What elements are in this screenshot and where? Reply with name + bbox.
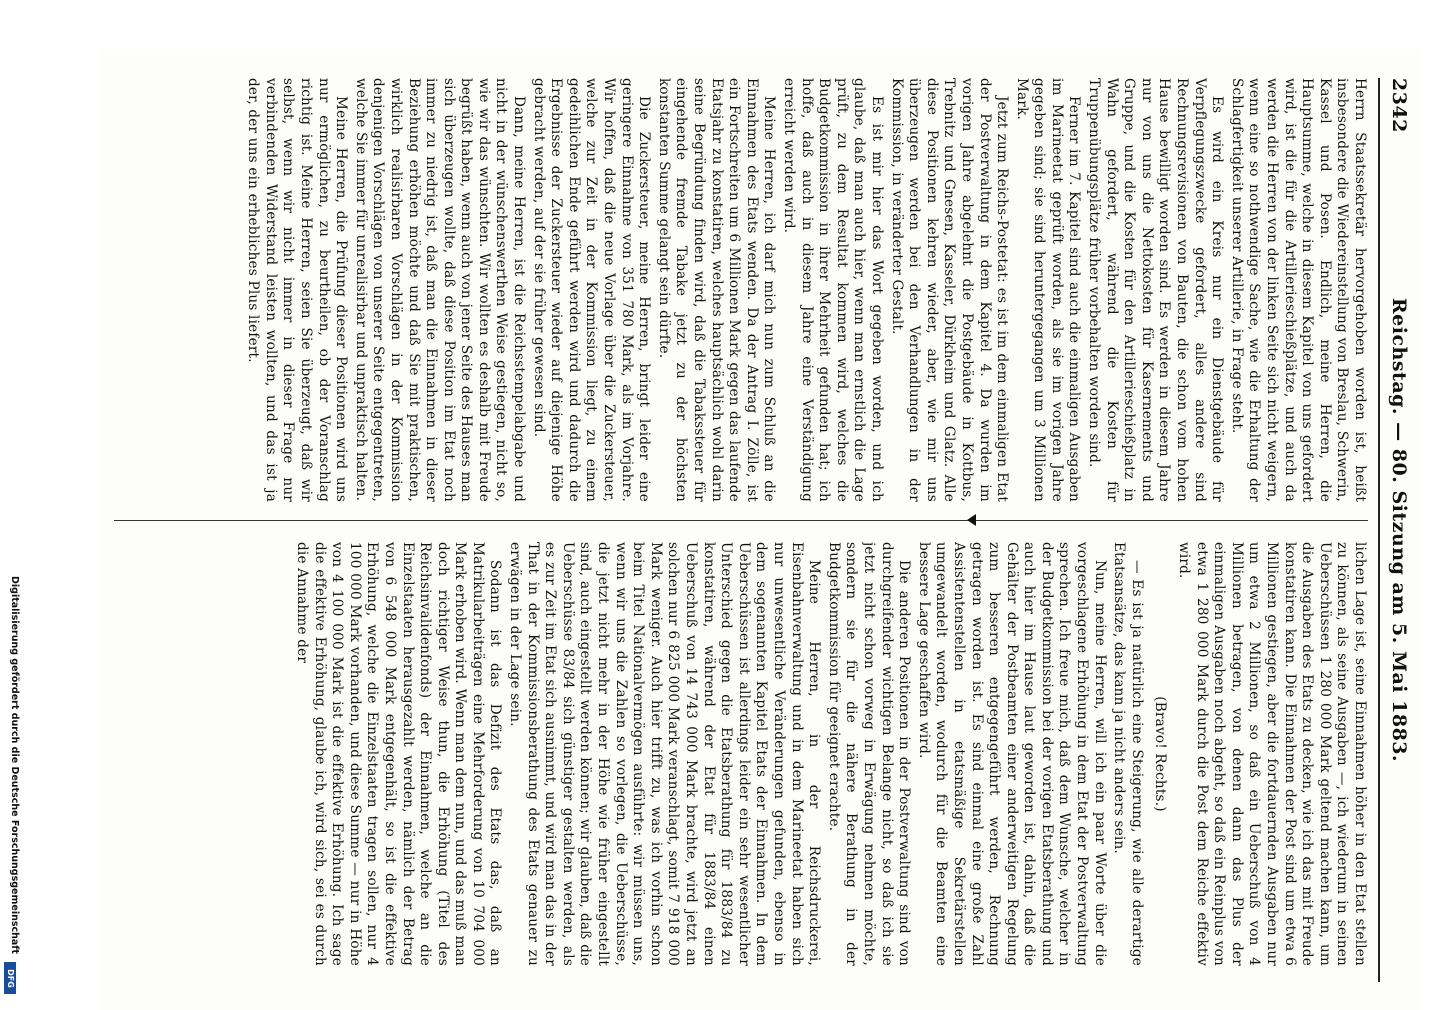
paragraph: Meine Herren, die Prüfung dieser Positionen wird uns nur ermöglichen, zu beurtheilen, ob der Voranschlag richtig ist. Meine Herren, seien Sie überzeugt, daß wir selbst, wenn wir nicht immer in dieser Frage nur verbindenden Widerstand leisten wollten, und das ist ja der, der uns ein erhebliches Plus liefert.: [245, 78, 350, 502]
column-divider: [114, 520, 1368, 521]
digitization-credit: Digitalisierung gefördert durch die Deutsche Forschungsgemeinschaft: [9, 576, 20, 954]
scanned-page: [100, 50, 1420, 1010]
paragraph: Die anderen Positionen in der Postverwaltung sind von durchgreifender wichtigen Belange nicht, so daß ich sie jetzt nicht schon vorweg in Erwägung nehmen möchte, sondern sie für die nähere Berathung in der Budgetkommission für geeignet erachte.: [825, 542, 913, 966]
paragraph: Ferner im 7. Kapitel sind auch die einmaligen Ausgaben im Marineetat geprüft worden, als sie im vorigen Jahre gegeben sind; sie sind heruntergegangen um 3 Millionen Mark.: [1013, 78, 1083, 502]
header-rule: [1378, 78, 1380, 982]
paragraph: — Es ist ja natürlich eine Steigerung, wie alle derartige Etatsansätze, das kann ja nicht anders sein.: [1111, 542, 1145, 966]
paragraph: Meine Herren, in der Reichsdruckerei, Eisenbahnverwaltung und in dem Marineetat haben sich nur unwesentliche Veränderungen gefunden, ebenso in dem sogenannten Kapitel Etats der Einnahmen. In dem Ueberschüssen ist allerdings leider ein sehr wesentlicher Unterschied gegen die Etatsberathung für 1883/84 zu konstatiren, während der Etat für 1883/84 einen Ueberschuß von 14 743 000 Mark brachte, wird jetzt an solchen nur 6 825 000 Mark veranschlagt, somit 7 918 000 Mark weniger. Auch hier trifft zu, was ich vorhin schon beim Titel Nationalvermögen ausführte: wir müssen uns, wenn wir uns die Zahlen so vorlegen, die Ueberschüsse, die jetzt nicht mehr in der Höhe wie früher eingestellt sind, auch eingestellt werden können; wir glauben, daß die Ueberschüsse 83/84 sich günstiger gestalten werden, als es zur Zeit im Etat sich ausnimmt, und wird man das in der That in der Kommissionsberathung des Etats genauer zu erwägen in der Lage sein.: [507, 542, 823, 966]
page-number: 2342: [1388, 78, 1410, 133]
paragraph: Dann, meine Herren, ist die Reichsstempelabgabe und nicht in der wünschenswerthen Weise gestiegen, nicht so, wie wir das wünschten. Wir wollten es deshalb mit Freude begrüßt haben, wenn auch von jener Seite des Hauses man sich überzeugen wollte, daß diese Position im Etat noch immer zu niedrig ist, daß man die Einnahmen in dieser Beziehung erhöhen möchte und daß Sie mit praktischen, wirklich realisirbaren Vorschlägen in der Kommission denjenigen Vorschlägen von unserer Seite entgegentreten, welche Sie immer für unrealisirbar und unpraktisch halten.: [352, 78, 528, 502]
paragraph: Jetzt zum Reichs-Postetat: es ist im dem einmaligen Etat der Postverwaltung in dem Kapitel 4. Da wurden im vorigen Jahre abgelehnt die Postgebäude in Kottbus, Trebnitz und Gnesen, Kasseler, Dürkheim und Glatz. Alle diese Positionen kehren wieder, aber, wie mir uns überzeugen werden bei den Verhandlungen in der Kommission, in veränderter Gestalt.: [888, 78, 1011, 502]
paragraph: lichen Lage ist, seine Einnahmen höher in den Etat stellen zu können, als seine Ausgaben —, ich wiederum in seinen Ueberschüssen 1 280 000 Mark geltend machen kann, um die Ausgaben des Etats zu decken, wie ich das mit Freude konstatiren kann. Die Einnahmen der Post sind um etwa 6 Millionen gestiegen, aber die fortdauernden Ausgaben nur um etwa 2 Millionen, so daß ein Ueberschuß von 4 Millionen betragen, von denen dann das Plus der einmaligen Ausgaben noch abgeht, so daß ein Reinplus von etwa 1 280 000 Mark durch die Post dem Reiche effektiv wird.: [1176, 542, 1368, 966]
paragraph: Meine Herren, ich darf mich nun zum Schluß an die Einnahmen des Etats wenden. Da der Antrag I. Zölle, ist ein Fortschreiten um 6 Millionen Mark gegen das laufende Etatsjahr zu konstatiren, welches hauptsächlich wohl darin seine Begründung finden wird, daß die Tabakssteuer für eingehende fremde Tabake jetzt zu der höchsten konstanten Summe gelangt sein dürfte.: [655, 78, 778, 502]
paragraph: Es ist mir hier das Wort gegeben worden, und ich glaube, daß man auch hier, wenn man ernstlich die Lage prüft, zu dem Resultat kommen wird, welches die Budgetkommission in ihrer Mehrheit gefunden hat; ich hoffe, daß auch in diesem Jahre eine Verständigung erreicht werden wird.: [781, 78, 885, 502]
interjection: (Bravo! Rechts.): [1152, 696, 1169, 812]
dfg-logo-text: DFG: [5, 968, 15, 988]
column-marker: [967, 514, 976, 526]
paragraph: Herrn Staatssekretär hervorgehoben worden ist, heißt insbesondere die Wiedereinstellung von Breslau, Schwerin, Kassel und Posen. Endlich, meine Herren, die Hauptsumme, welche in diesem Kapitel von uns gefordert wird, ist die für die Artillerieschießplätze, und auch da werden die Herren von der linken Seite sich nicht weigern, wenn eine so nothwendige Sache, wie die Erhaltung der Schlagfertigkeit unserer Artillerie, in Frage steht.: [1228, 78, 1368, 502]
running-head: [1380, 78, 1410, 982]
paragraph: Nun, meine Herren, will ich ein paar Worte über die vorgeschlagene Erhöhung in dem Etat der Postverwaltung sprechen. Ich freue mich, daß dem Wunsche, welcher in der Budgetkommission bei der vorigen Etatsberathung und auch hier im Hause laut geworden ist, dahin, daß die Gehälter der Postbeamten einer anderweitigen Regelung zum besseren entgegengeführt werden, Rechnung getragen worden ist. Es sind einmal eine große Zahl Assistentenstellen in etatsmäßige Sekretärstellen umgewandelt worden, wodurch für die Beamten eine bessere Lage geschaffen wird.: [915, 542, 1108, 966]
paragraph: Sodann ist das Defizit des Etats das, daß an Matrikularbeiträgen eine Mehrforderung von 10 704 000 Mark erhoben wird. Wenn man dem nun, und das muß man doch richtiger Weise thun, die Erhöhung (Titel des Reichsinvalidenfonds) der Einnahmen, welche an die Einzelstaaten herausgezahlt werden, nämlich der Betrag von 6 548 000 Mark entgegenhält, so ist die effektive Erhöhung, welche die Einzelstaaten tragen sollen, nur 4 100 000 Mark vorhanden, und diese Summe — nur in Höhe von 4 100 000 Mark ist die effektive Erhöhung. Ich sage die effektive Erhöhung, glaube ich, wird sich, sei es durch die Annahme der: [293, 542, 504, 966]
paragraph: Die Zuckersteuer, meine Herren, bringt leider eine geringere Einnahme von 351 780 Mark, als im Vorjahre. Wir hoffen, daß die neue Vorlage über die Zuckersteuer, welche zur Zeit in der Kommission liegt, zu einem gedeihlichen Ende geführt werden wird und dadurch die Ergebnisse der Zuckersteuer wieder auf diejenige Höhe gebracht werden, auf der sie früher gewesen sind.: [530, 78, 653, 502]
page-title: Reichstag. — 80. Sitzung am 5. Mai 1883.: [1388, 297, 1410, 763]
paragraph: Es wird ein Kreis nur ein Dienstgebäude für Verpflegungszwecke gefordert, alles andere sind Rechnungsrevisionen von Bauten, die schon vom hohen Hause bewilligt worden sind. Es werden in diesem Jahre nur von uns die Nettokosten für Kasernements und Gruppe, und die Kosten für den Artillerieschießplatz in Wahn gefordert, während die Kosten für Truppenübungsplätze früher vorbehalten worden sind.: [1086, 78, 1226, 502]
left-column: [114, 78, 1368, 502]
dfg-logo: [4, 962, 16, 994]
right-column: [114, 542, 1368, 966]
